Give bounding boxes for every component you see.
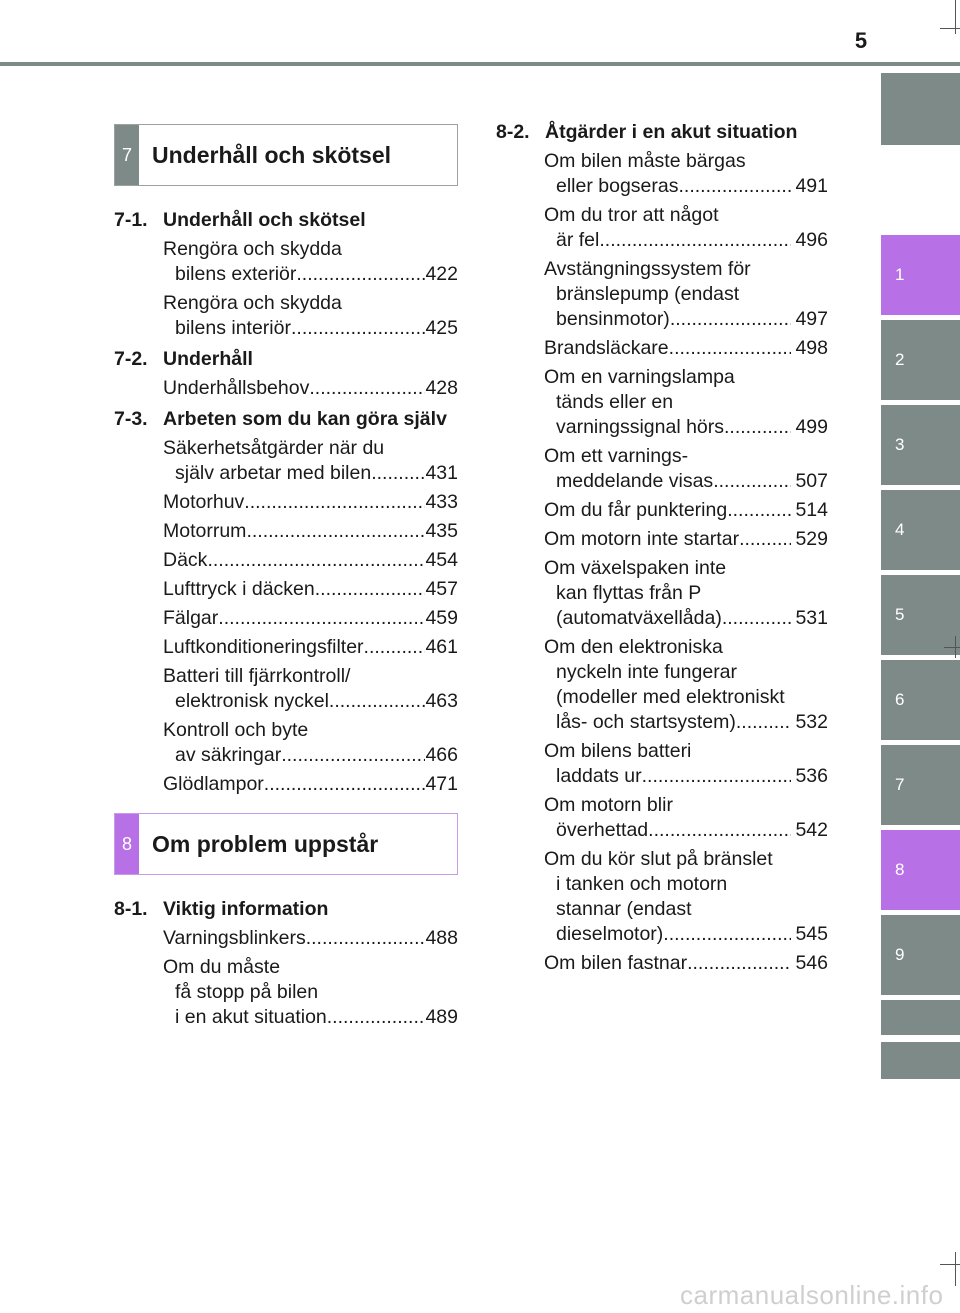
dot-leader	[281, 743, 425, 768]
toc-entry-text: Om växelspaken inte	[544, 557, 727, 579]
toc-entry-line	[544, 606, 828, 631]
subsection-title: Underhåll och skötsel	[163, 209, 366, 231]
toc-entry-line	[544, 710, 828, 735]
dot-leader	[669, 336, 792, 361]
toc-page-number: 459	[425, 607, 458, 629]
toc-entry[interactable]	[163, 664, 458, 714]
dot-leader	[246, 519, 425, 544]
toc-page-number: 454	[425, 549, 458, 571]
tab-chapter-6[interactable]	[881, 660, 960, 740]
toc-entry[interactable]	[544, 149, 828, 199]
toc-entry[interactable]	[544, 951, 828, 976]
toc-entry-line	[163, 577, 458, 602]
toc-entry-text: i tanken och motorn	[556, 873, 728, 895]
tab-label: 3	[895, 435, 905, 454]
chapter-tabs	[881, 0, 960, 1313]
toc-entry-line	[544, 764, 828, 789]
toc-entry-text: är fel	[556, 229, 600, 251]
toc-entry-line	[163, 1005, 458, 1030]
toc-left-column	[114, 124, 458, 1030]
toc-page-number: 497	[795, 308, 828, 330]
toc-entry-text: (modeller med elektroniskt	[556, 686, 785, 708]
toc-entry-text: Kontroll och byte	[163, 719, 309, 741]
toc-entry-line	[163, 461, 458, 486]
toc-page-number: 466	[425, 744, 458, 766]
toc-entry[interactable]	[544, 793, 828, 843]
subsection-number: 7-2.	[114, 348, 148, 370]
tab-label: 5	[895, 605, 905, 624]
toc-page-number: 435	[425, 520, 458, 542]
toc-entry-text: tänds eller en	[556, 391, 674, 413]
toc-entry-line	[544, 174, 828, 199]
tab-label: 8	[895, 860, 905, 879]
toc-entry[interactable]	[544, 556, 828, 631]
crop-mark	[944, 647, 960, 648]
subsection-heading	[114, 347, 458, 372]
toc-entry-line	[544, 922, 828, 947]
dot-leader	[371, 461, 425, 486]
crop-mark	[940, 28, 960, 29]
tab-chapter-1[interactable]	[881, 235, 960, 315]
crop-mark	[955, 1252, 956, 1286]
toc-entry-line	[544, 415, 828, 440]
toc-entry-text: av säkringar	[175, 744, 282, 766]
toc-entry-text: Rengöra och skydda	[163, 292, 342, 314]
toc-entry-line	[544, 336, 828, 361]
toc-entry[interactable]	[544, 444, 828, 494]
toc-entry[interactable]	[544, 365, 828, 440]
toc-entry[interactable]	[163, 606, 458, 631]
subsection-heading	[114, 208, 458, 233]
section-7-number: 7	[115, 125, 139, 185]
subsection-heading	[496, 120, 828, 145]
toc-entry-line	[163, 689, 458, 714]
toc-page-number: 507	[795, 470, 828, 492]
dot-leader	[663, 922, 791, 947]
toc-entry-line	[163, 316, 458, 341]
header-rule	[0, 62, 960, 66]
toc-page-number: 491	[795, 175, 828, 197]
toc-entry-line	[544, 307, 828, 332]
toc-entry[interactable]	[163, 237, 458, 287]
toc-entry[interactable]	[544, 527, 828, 552]
dot-leader	[291, 316, 425, 341]
toc-page-number: 499	[795, 416, 828, 438]
toc-entry-text: Glödlampor	[163, 773, 264, 795]
dot-leader	[724, 415, 791, 440]
page-number: 5	[854, 28, 868, 53]
toc-entry-line	[544, 527, 828, 552]
toc-entry-text: Varningsblinkers	[163, 927, 306, 949]
tab-chapter-3[interactable]	[881, 405, 960, 485]
toc-entry-text: Batteri till fjärrkontroll/	[163, 665, 351, 687]
section-8-title: Om problem uppstår	[152, 830, 379, 857]
toc-entry-text: Säkerhetsåtgärder när du	[163, 437, 385, 459]
tab-chapter-5[interactable]	[881, 575, 960, 655]
toc-entry[interactable]	[163, 718, 458, 768]
toc-entry-text: lås- och startsystem)	[556, 711, 736, 733]
toc-entry-line	[163, 926, 458, 951]
toc-entry-text: Luftkonditioneringsfilter	[163, 636, 364, 658]
tab-label: 9	[895, 945, 905, 964]
tab-blank-bottom[interactable]	[881, 1042, 960, 1079]
toc-entry-text: Om den elektroniska	[544, 636, 723, 658]
dot-leader	[736, 710, 792, 735]
subsection-number: 8-1.	[114, 898, 148, 920]
toc-entry-text: meddelande visas	[556, 470, 714, 492]
toc-entry-text: Om ett varnings-	[544, 445, 689, 467]
toc-page-number: 531	[795, 607, 828, 629]
tab-chapter-8[interactable]	[881, 830, 960, 910]
toc-entry-text: eller bogseras	[556, 175, 679, 197]
footer-watermark: carmanualsonline.info	[680, 1280, 944, 1310]
toc-page-number: 463	[425, 690, 458, 712]
toc-entry-text: i en akut situation	[175, 1006, 327, 1028]
dot-leader	[296, 262, 425, 287]
toc-entry[interactable]	[163, 772, 458, 797]
toc-entry-line	[544, 498, 828, 523]
dot-leader	[327, 1005, 426, 1030]
toc-page-number: 488	[425, 927, 458, 949]
toc-entry-line	[163, 606, 458, 631]
toc-page-number: 471	[425, 773, 458, 795]
toc-page-number: 514	[795, 499, 828, 521]
toc-entry[interactable]	[544, 203, 828, 253]
toc-entry-text: Om du får punktering	[544, 499, 728, 521]
toc-page-number: 529	[795, 528, 828, 550]
toc-entry-text: Om bilens batteri	[544, 740, 692, 762]
toc-entry-text: Om motorn inte startar	[544, 528, 740, 550]
toc-page-number: 536	[795, 765, 828, 787]
toc-page-number: 428	[425, 377, 458, 399]
toc-page-number: 433	[425, 491, 458, 513]
tab-label: 2	[895, 350, 905, 369]
dot-leader	[648, 818, 791, 843]
toc-entry-line	[163, 548, 458, 573]
section-7-body	[114, 208, 458, 797]
dot-leader	[329, 689, 426, 714]
toc-entry[interactable]	[544, 498, 828, 523]
dot-leader	[309, 376, 425, 401]
dot-leader	[315, 577, 426, 602]
subsection-number: 7-3.	[114, 408, 148, 430]
tab-blank-index[interactable]	[881, 1000, 960, 1035]
toc-entry-line	[163, 743, 458, 768]
toc-page-number: 489	[425, 1006, 458, 1028]
subsection-number: 8-2.	[496, 121, 530, 143]
toc-entry-text: varningssignal hörs	[556, 416, 725, 438]
toc-entry[interactable]	[544, 336, 828, 361]
toc-entry-text: dieselmotor)	[556, 923, 664, 945]
dot-leader	[687, 951, 791, 976]
subsection-number: 7-1.	[114, 209, 148, 231]
toc-entry[interactable]	[544, 739, 828, 789]
toc-entry-line	[163, 519, 458, 544]
toc-entry-text: elektronisk nyckel	[175, 690, 329, 712]
toc-entry-line	[544, 228, 828, 253]
toc-entry[interactable]	[163, 955, 458, 1030]
toc-entry-line	[163, 490, 458, 515]
toc-entry-text: bilens exteriör	[175, 263, 297, 285]
toc-entry-text: Däck	[163, 549, 208, 571]
dot-leader	[670, 307, 792, 332]
toc-entry-text: Brandsläckare	[544, 337, 669, 359]
toc-entry[interactable]	[163, 926, 458, 951]
toc-page-number: 425	[425, 317, 458, 339]
toc-entry-text: överhettad	[556, 819, 649, 841]
toc-entry-text: bränslepump (endast	[556, 283, 740, 305]
toc-right-column	[496, 120, 828, 976]
section-8-1-body	[114, 897, 458, 1030]
dot-leader	[364, 635, 426, 660]
toc-entry-text: Motorrum	[163, 520, 247, 542]
section-8-2-body	[496, 120, 828, 976]
toc-entry[interactable]	[163, 291, 458, 341]
toc-entry[interactable]	[544, 257, 828, 332]
toc-entry-line	[163, 376, 458, 401]
section-8-header	[114, 813, 458, 875]
dot-leader	[739, 527, 791, 552]
toc-entry[interactable]	[163, 436, 458, 486]
dot-leader	[244, 490, 425, 515]
toc-page-number: 461	[425, 636, 458, 658]
toc-entry-text: kan flyttas från P	[556, 582, 702, 604]
tab-label: 4	[895, 520, 905, 539]
toc-entry[interactable]	[544, 635, 828, 735]
toc-entry[interactable]	[163, 548, 458, 573]
tab-label: 7	[895, 775, 905, 794]
tab-chapter-2[interactable]	[881, 320, 960, 400]
toc-page-number: 542	[795, 819, 828, 841]
toc-entry[interactable]	[163, 577, 458, 602]
dot-leader	[678, 174, 791, 199]
toc-entry-line	[163, 772, 458, 797]
toc-entry[interactable]	[163, 635, 458, 660]
section-8-number: 8	[115, 814, 139, 874]
toc-entry-text: Om du måste	[163, 956, 281, 978]
dot-leader	[727, 498, 791, 523]
toc-entry-line	[163, 262, 458, 287]
section-7-header	[114, 124, 458, 186]
dot-leader	[642, 764, 792, 789]
toc-entry-text: Motorhuv	[163, 491, 245, 513]
subsection-heading	[114, 407, 458, 432]
toc-entry-text: Om bilen fastnar	[544, 952, 688, 974]
toc-entry-text: Om bilen måste bärgas	[544, 150, 746, 172]
toc-page-number: 431	[425, 462, 458, 484]
toc-entry-line	[544, 951, 828, 976]
toc-entry-line	[544, 469, 828, 494]
toc-entry-text: Om en varningslampa	[544, 366, 735, 388]
tab-label: 1	[895, 265, 905, 284]
toc-page-number: 496	[795, 229, 828, 251]
section-7-title: Underhåll och skötsel	[152, 141, 392, 168]
subsection-title: Arbeten som du kan göra själv	[163, 408, 447, 430]
toc-entry-text: laddats ur	[556, 765, 642, 787]
toc-entry-text: Om motorn blir	[544, 794, 673, 816]
toc-entry-text: nyckeln inte fungerar	[556, 661, 738, 683]
toc-entry[interactable]	[163, 376, 458, 401]
toc-entry-text: (automatväxellåda)	[556, 607, 722, 629]
tab-chapter-7[interactable]	[881, 745, 960, 825]
toc-page-number: 545	[795, 923, 828, 945]
toc-entry-text: Om du kör slut på bränslet	[544, 848, 773, 870]
tab-label: 6	[895, 690, 905, 709]
tab-chapter-9[interactable]	[881, 915, 960, 995]
subsection-title: Åtgärder i en akut situation	[545, 121, 798, 143]
toc-page-number: 422	[425, 263, 458, 285]
dot-leader	[713, 469, 791, 494]
subsection-heading	[114, 897, 458, 922]
toc-entry-text: Avstängningssystem för	[544, 258, 751, 280]
toc-page-number: 546	[795, 952, 828, 974]
tab-chapter-4[interactable]	[881, 490, 960, 570]
toc-page-number: 457	[425, 578, 458, 600]
toc-entry-text: bensinmotor)	[556, 308, 670, 330]
dot-leader	[264, 772, 426, 797]
toc-page-number: 498	[795, 337, 828, 359]
toc-entry-text: få stopp på bilen	[175, 981, 319, 1003]
toc-entry-line	[544, 818, 828, 843]
toc-entry-line	[163, 635, 458, 660]
dot-leader	[722, 606, 792, 631]
tab-blank-top[interactable]	[881, 73, 960, 145]
toc-entry-text: Rengöra och skydda	[163, 238, 342, 260]
toc-page-number: 532	[795, 711, 828, 733]
toc-entry[interactable]	[163, 519, 458, 544]
dot-leader	[218, 606, 425, 631]
toc-entry-text: själv arbetar med bilen	[175, 462, 372, 484]
toc-entry-text: bilens interiör	[175, 317, 291, 339]
dot-leader	[599, 228, 791, 253]
subsection-title: Underhåll	[163, 348, 253, 370]
toc-entry-text: Fälgar	[163, 607, 219, 629]
toc-entry-text: Lufttryck i däcken	[163, 578, 315, 600]
dot-leader	[207, 548, 425, 573]
toc-entry-text: stannar (endast	[556, 898, 692, 920]
crop-mark	[940, 1264, 960, 1265]
toc-entry[interactable]	[163, 490, 458, 515]
toc-entry[interactable]	[544, 847, 828, 947]
toc-entry-text: Om du tror att något	[544, 204, 719, 226]
dot-leader	[306, 926, 426, 951]
subsection-title: Viktig information	[163, 898, 329, 920]
toc-entry-text: Underhållsbehov	[163, 377, 310, 399]
